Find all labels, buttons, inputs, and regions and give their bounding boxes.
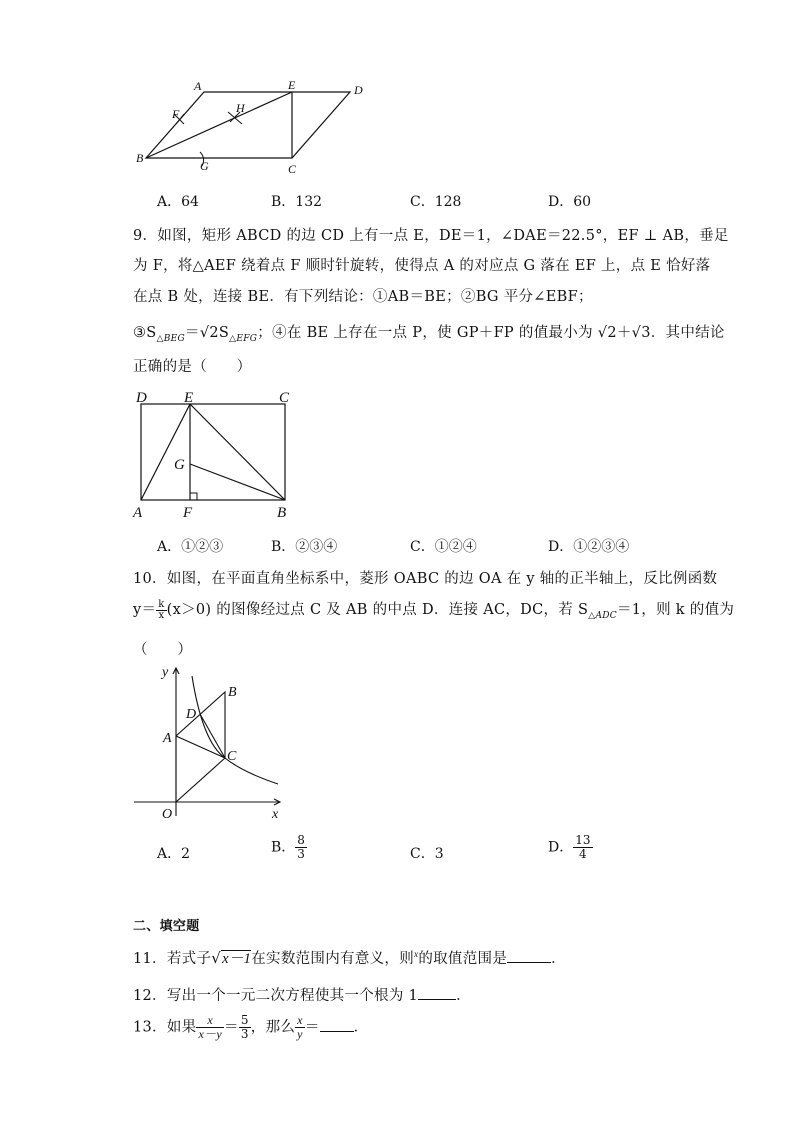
segment-dc xyxy=(200,714,225,758)
label-b: B xyxy=(228,685,237,700)
label-e: E xyxy=(288,78,296,92)
q9-line3: 在点 B 处，连接 BE．有下列结论：①AB＝BE；②BG 平分∠EBF； xyxy=(133,289,593,305)
q10-choice-a[interactable]: A．2 xyxy=(157,846,191,862)
q8-choice-a[interactable]: A．64 xyxy=(157,194,199,210)
label-g: G xyxy=(174,457,185,473)
section-title-fill-blank: 二、填空题 xyxy=(133,919,200,934)
q9-choice-b[interactable]: B．②③④ xyxy=(271,539,338,555)
q8-choice-b[interactable]: B．132 xyxy=(271,194,323,210)
q9-figure xyxy=(130,386,300,522)
label-d: D xyxy=(354,83,363,97)
q11: 11．若式子√x－1在实数范围内有意义，则$^x$的取值范围是 ． xyxy=(133,949,566,967)
segment-be xyxy=(146,92,292,158)
q9-choice-a[interactable]: A．①②③ xyxy=(157,539,224,555)
q9-choice-c[interactable]: C．①②④ xyxy=(410,539,477,555)
label-f: F xyxy=(183,505,193,521)
q10-line3: （ ） xyxy=(133,642,193,658)
q10-line1: 10．如图，在平面直角坐标系中，菱形 OABC 的边 OA 在 y 轴的正半轴上，反比例函数 xyxy=(133,571,718,587)
segment-ae xyxy=(141,404,190,500)
parallelogram-abcd xyxy=(146,92,350,158)
label-h: H xyxy=(236,101,245,115)
q11-answer-blank[interactable] xyxy=(507,950,551,963)
label-g: G xyxy=(200,159,209,173)
q9-line2: 为 F，将△AEF 绕着点 F 顺时针旋转，使得点 A 的对应点 G 落在 EF 上，点 E 恰好落 xyxy=(133,258,711,274)
q9-choice-d[interactable]: D．①②③④ xyxy=(548,539,630,555)
q10-line2: y＝ $\frac{k}{x}$ (x＞0) 的图像经过点 C 及 AB 的中点 D．连接 AC，DC，若 $S_{\triangle ADC}=1$，则 k 的值为 xyxy=(133,598,735,621)
label-x: x xyxy=(272,807,279,822)
q13-answer-blank[interactable] xyxy=(320,1019,354,1032)
q13: 13．如果 $\frac{x}{x-y}$ ＝ $\frac{5}{3}$ ，那么 $\frac{x}{y}$ ＝ ． xyxy=(133,1013,369,1041)
segment-gb xyxy=(190,464,285,500)
label-f: F xyxy=(172,107,180,121)
q10-choice-c[interactable]: C．3 xyxy=(410,846,444,862)
q12-answer-blank[interactable] xyxy=(418,987,456,1000)
q8-choice-d[interactable]: D．60 xyxy=(548,194,592,210)
rectangle-abcd xyxy=(141,404,285,500)
label-e: E xyxy=(184,390,194,406)
label-a: A xyxy=(163,731,172,746)
q9-line4: $③S_{\triangle BEG}=√2S_{\triangle EFG}$；④在 BE 上存在一点 P，使 GP＋FP 的值最小为 √2＋√3．其中结论 xyxy=(133,325,725,344)
q8-figure xyxy=(130,78,370,178)
segment-eb xyxy=(190,404,285,500)
label-c: C xyxy=(288,162,297,176)
label-o: O xyxy=(162,807,173,822)
label-c: C xyxy=(279,390,290,406)
label-a: A xyxy=(194,79,202,93)
segment-ac xyxy=(176,736,225,758)
label-d: D xyxy=(186,707,197,722)
q12: 12．写出一个一元二次方程使其一个根为 1 ． xyxy=(133,988,471,1004)
q9-line1: 9．如图，矩形 ABCD 的边 CD 上有一点 E，DE＝1，∠DAE＝22.5°，EF ⊥ AB，垂足 xyxy=(133,228,729,244)
label-c: C xyxy=(227,749,237,764)
label-b: B xyxy=(136,151,144,165)
right-angle-mark xyxy=(190,493,197,500)
label-d: D xyxy=(136,390,147,406)
label-a: A xyxy=(133,505,143,521)
q10-choice-b[interactable]: B． $\frac{8}{3}$ xyxy=(271,833,305,861)
q10-figure xyxy=(128,660,288,822)
q10-choice-d[interactable]: D． $\frac{13}{4}$ xyxy=(548,833,591,861)
label-b: B xyxy=(277,505,287,521)
q8-choice-c[interactable]: C．128 xyxy=(410,194,462,210)
label-y: y xyxy=(162,665,169,680)
q9-line5: 正确的是（ ） xyxy=(133,359,252,375)
